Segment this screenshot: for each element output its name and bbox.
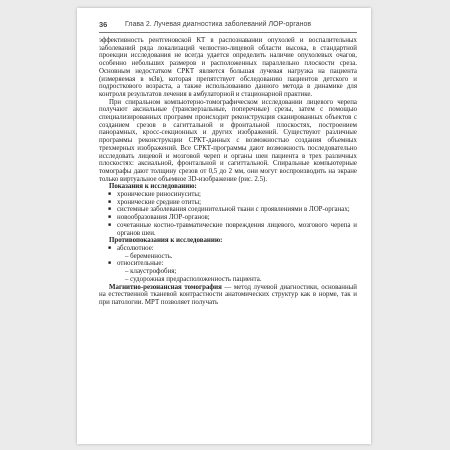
list-item: ■ хронические средние отиты; (99, 199, 357, 207)
list-item-absolute: ■ абсолютное: (99, 245, 357, 253)
indications-heading: Показания к исследованию: (109, 183, 197, 191)
contraindications-heading: Противопоказания к исследованию: (109, 237, 223, 245)
paragraph-spiral-ct: При спиральном компьютерно-томографическом исследовании лицевого черепа получают аксиальные (трансверзальные, поперечные) срезы, затем с помощью специализированных программ происходит реконструкция сканированных объектов с созданием срезов в сагиттальной и фронтальной плоскостях, построением панорамных, кросс-секционных и других изображений. Существуют различные программы реконструкции СРКТ-данных с возможностью создания объемных трехмерных изображений. Все СРКТ-программы дают возможность последовательно исследовать лицевой и мозговой череп и органы шеи пациента в трех различных плоскостях: аксиальной, фронтальной и сагиттальной. Спиральные компьютерные томографы дают толщину срезов от 0,5 до 2 мм, они могут воспроизводить на экране только виртуальное объемное 3D-изображение (рис. 2.5). (99, 98, 357, 183)
list-item-relative: ■ относительные: (99, 260, 357, 268)
list-item: ■ новообразования ЛОР-органов; (99, 214, 357, 222)
paragraph-ct-effectiveness: эффективность рентгеновской КТ в распознавании опухолей и воспалительных заболеваний ряда локализаций челюстно-лицевой области высока, в стандартной проекции исследования не всегда удается определить наличие опухолевых очагов, особенно небольших размеров и расположенных параллельно плоскости среза. Основным недостатком СРКТ является большая лучевая нагрузка на пациента (измеряемая в мЗв), которая препятствует обследованию пациентов детского и подросткового возраста, а также использованию данного метода в динамике для контроля результатов лечения в амбулаторной и стационарной практике. (99, 37, 357, 98)
paragraph-mri (99, 284, 357, 307)
sub-item: – судорожная предрасположенность пациента. (125, 275, 262, 283)
list-item: ■ хронические риносинуситы; (99, 191, 357, 199)
contraindications-list-relative (99, 260, 357, 268)
page-body (99, 37, 357, 307)
list-item: ■ сочетанные костно-травматические повреждения лицевого, мозгового черепа и органов шеи. (99, 222, 357, 237)
indications-list (99, 191, 357, 237)
sub-item: – клаустрофобия; (125, 268, 177, 276)
sub-item: – беременность. (125, 252, 173, 260)
mri-term: Магнитно-резонансная томография (109, 283, 222, 291)
chapter-title: Глава 2. Лучевая диагностика заболеваний ЛОР-органов (125, 21, 312, 28)
mri-definition: — метод лучевой диагностики, основанный на естественной тканевой контрастности анатомических структур как в норме, так и при патологии. МРТ позволяет получать (99, 283, 357, 306)
running-header (99, 20, 357, 30)
header-divider (99, 32, 357, 33)
contraindications-list (99, 245, 357, 253)
page-number: 36 (99, 20, 108, 29)
book-page (77, 8, 371, 444)
list-item: ■ системные заболевания соединительной ткани с проявлениями в ЛОР-органах; (99, 206, 357, 214)
